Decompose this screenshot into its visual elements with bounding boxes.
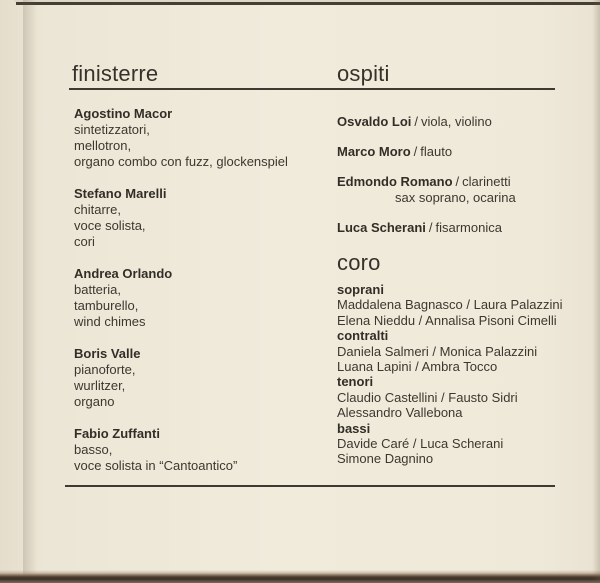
guest-name: Marco Moro <box>337 144 411 159</box>
guest-name: Edmondo Romano <box>337 174 453 189</box>
member-entry <box>74 346 329 410</box>
guest-name: Luca Scherani <box>337 220 426 235</box>
member-entry <box>74 186 329 250</box>
member-entry <box>74 106 329 170</box>
choir-line: Daniela Salmeri / Monica Palazzini <box>337 343 538 359</box>
choir-line: Simone Dagnino <box>337 451 434 467</box>
guest-entry <box>337 114 582 130</box>
guest-entry <box>337 220 582 236</box>
choir-line: Maddalena Bagnasco / Laura Palazzini <box>337 297 563 313</box>
member-name: Agostino Macor <box>74 106 173 121</box>
booklet-spine <box>0 0 23 583</box>
member-entry <box>74 426 329 474</box>
slash-separator: / <box>414 114 419 129</box>
member-role-line: organo combo con fuzz, glockenspiel <box>74 154 288 169</box>
guest-instruments: clarinetti <box>462 174 511 189</box>
column-header-ospiti: ospiti <box>337 61 390 86</box>
guest-instruments: viola, violino <box>421 114 492 129</box>
member-role-line: mellotron, <box>74 138 132 153</box>
member-role-line: voce solista in “Cantoantico” <box>74 458 238 473</box>
member-role-line: wurlitzer, <box>74 378 126 393</box>
guest-instruments-extra: sax soprano, ocarina <box>395 190 516 205</box>
guest-main-line <box>337 174 582 190</box>
member-role-line: cori <box>74 234 95 249</box>
choir-line: Alessandro Vallebona <box>337 405 463 421</box>
guest-entry <box>337 174 582 206</box>
page-bottom-edge <box>0 570 600 583</box>
member-role-line: batteria, <box>74 282 121 297</box>
slash-separator: / <box>455 174 460 189</box>
member-entry <box>74 266 329 330</box>
member-role-line: tamburello, <box>74 298 139 313</box>
choir-header: coro <box>337 250 381 275</box>
band-members-list <box>74 106 329 490</box>
guest-name: Osvaldo Loi <box>337 114 412 129</box>
choir-list <box>337 282 582 467</box>
member-name: Andrea Orlando <box>74 266 173 281</box>
choir-line: Luana Lapini / Ambra Tocco <box>337 359 498 375</box>
choir-section-label: soprani <box>337 282 384 297</box>
member-role-line: pianoforte, <box>74 362 136 377</box>
member-role-line: wind chimes <box>74 314 146 329</box>
member-role-line: basso, <box>74 442 113 457</box>
column-header-finisterre: finisterre <box>72 61 159 86</box>
member-role-line: sintetizzatori, <box>74 122 150 137</box>
member-role-line: organo <box>74 394 115 409</box>
header-rule <box>69 88 555 90</box>
page-right-edge <box>592 0 600 583</box>
choir-line: Elena Nieddu / Annalisa Pisoni Cimelli <box>337 312 557 328</box>
page-top-edge <box>16 2 600 5</box>
spine-shadow <box>23 0 37 583</box>
guest-instruments: fisarmonica <box>435 220 502 235</box>
choir-section-label: contralti <box>337 328 389 344</box>
member-name: Boris Valle <box>74 346 141 361</box>
choir-section-label: tenori <box>337 374 374 390</box>
member-role-line: chitarre, <box>74 202 121 217</box>
guests-and-choir <box>337 114 582 467</box>
choir-section-label: bassi <box>337 420 371 436</box>
slash-separator: / <box>428 220 433 235</box>
member-name: Fabio Zuffanti <box>74 426 160 441</box>
guest-instruments: flauto <box>420 144 453 159</box>
slash-separator: / <box>413 144 418 159</box>
member-name: Stefano Marelli <box>74 186 167 201</box>
guest-entry <box>337 144 582 160</box>
member-role-line: voce solista, <box>74 218 146 233</box>
choir-line: Claudio Castellini / Fausto Sidri <box>337 389 518 405</box>
choir-line: Davide Caré / Luca Scherani <box>337 436 504 452</box>
